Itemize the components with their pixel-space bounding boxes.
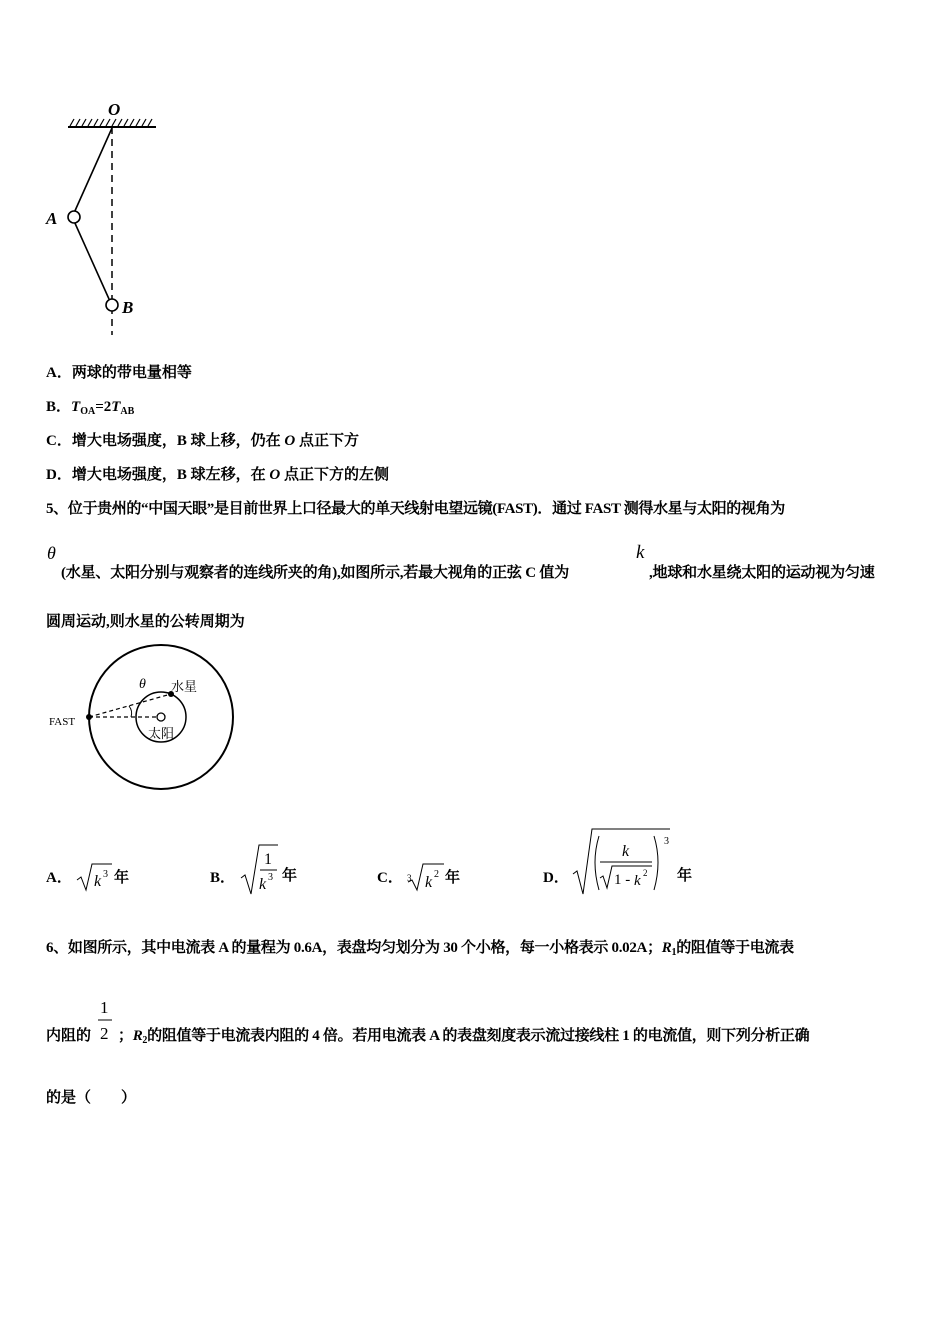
svg-text:2: 2 <box>100 1024 109 1043</box>
svg-text:3: 3 <box>664 836 669 847</box>
svg-text:k: k <box>259 876 267 893</box>
fig-sun: 太阳 <box>148 726 175 741</box>
svg-text:1: 1 <box>100 998 109 1017</box>
option-b-label: B． <box>46 399 72 415</box>
q6-fraction <box>96 996 116 1046</box>
q5-option-b-formula <box>238 842 308 898</box>
q5-line1: 5、位于贵州的“中国天眼”是目前世界上口径最大的单天线射电望远镜(FAST)．通过 FAST 测得水星与太阳的视角为 <box>46 501 785 517</box>
q5-option-c-label: C． <box>377 870 403 886</box>
svg-text:2: 2 <box>643 868 648 878</box>
q5-option-b-label: B． <box>210 870 236 886</box>
fig-theta: θ <box>139 677 146 692</box>
svg-text:年: 年 <box>282 868 298 884</box>
q5-option-a-label: A． <box>46 870 72 886</box>
svg-text:k: k <box>94 873 102 890</box>
svg-text:1: 1 <box>264 851 272 868</box>
ball-a <box>68 211 80 223</box>
q6-line1: 6、如图所示，其中电流表 A 的量程为 0.6A，表盘均匀划分为 30 个小格，每一小格表示 0.02A；$R_1$的阻值等于电流表 <box>46 940 794 958</box>
string-oa <box>74 128 112 213</box>
svg-text:k: k <box>634 873 641 889</box>
svg-text:3: 3 <box>103 869 108 880</box>
q5-option-c-formula <box>404 860 468 894</box>
label-o: O <box>108 100 121 119</box>
svg-text:k: k <box>622 843 630 860</box>
q5-line2b: ,地球和水星绕太阳的运动视为匀速 <box>649 565 875 581</box>
svg-text:1 -: 1 - <box>614 872 631 888</box>
q5-k: k <box>636 542 645 563</box>
q5-line2a: (水星、太阳分别与观察者的连线所夹的角),如图所示,若最大视角的正弦 C 值为 <box>61 565 570 581</box>
svg-text:3: 3 <box>407 873 412 883</box>
svg-text:年: 年 <box>677 868 693 884</box>
sun-dot <box>157 713 165 721</box>
ceiling-hatch <box>70 119 152 126</box>
option-a: A．两球的带电量相等 <box>46 365 192 381</box>
pendulum-figure <box>40 95 170 340</box>
q5-theta: θ <box>47 543 56 563</box>
orbit-figure <box>40 640 250 800</box>
svg-text:k: k <box>425 874 433 891</box>
q5-option-d-formula <box>570 826 700 898</box>
fig-mercury: 水星 <box>171 679 198 694</box>
svg-text:2: 2 <box>434 869 439 880</box>
option-b: B．$T_{OA}=2T_{AB}$ <box>46 399 135 417</box>
ball-b <box>106 299 118 311</box>
fig-fast: FAST <box>49 716 76 728</box>
angle-arc <box>129 706 132 717</box>
q6-line3: 的是（ ） <box>46 1090 137 1106</box>
q5-line3: 圆周运动,则水星的公转周期为 <box>46 614 245 630</box>
label-a: A <box>46 209 58 228</box>
label-b: B <box>122 298 134 317</box>
svg-text:3: 3 <box>268 872 273 883</box>
option-c: C．增大电场强度，B 球上移，仍在 O 点正下方 <box>46 433 359 449</box>
q5-option-d-label: D． <box>543 870 569 886</box>
svg-text:年: 年 <box>445 870 461 886</box>
string-ab <box>74 221 109 299</box>
q5-option-a-formula <box>74 860 134 894</box>
q6-line2: ；$R_2$的阻值等于电流表内阻的 4 倍。若用电流表 A 的表盘刻度表示流过接线柱 1 的电流值，则下列分析正确 <box>118 1028 810 1046</box>
q6-line2-pre: 内阻的 <box>46 1028 92 1044</box>
option-d: D．增大电场强度，B 球左移，在 O 点正下方的左侧 <box>46 467 389 483</box>
svg-text:年: 年 <box>114 870 130 886</box>
